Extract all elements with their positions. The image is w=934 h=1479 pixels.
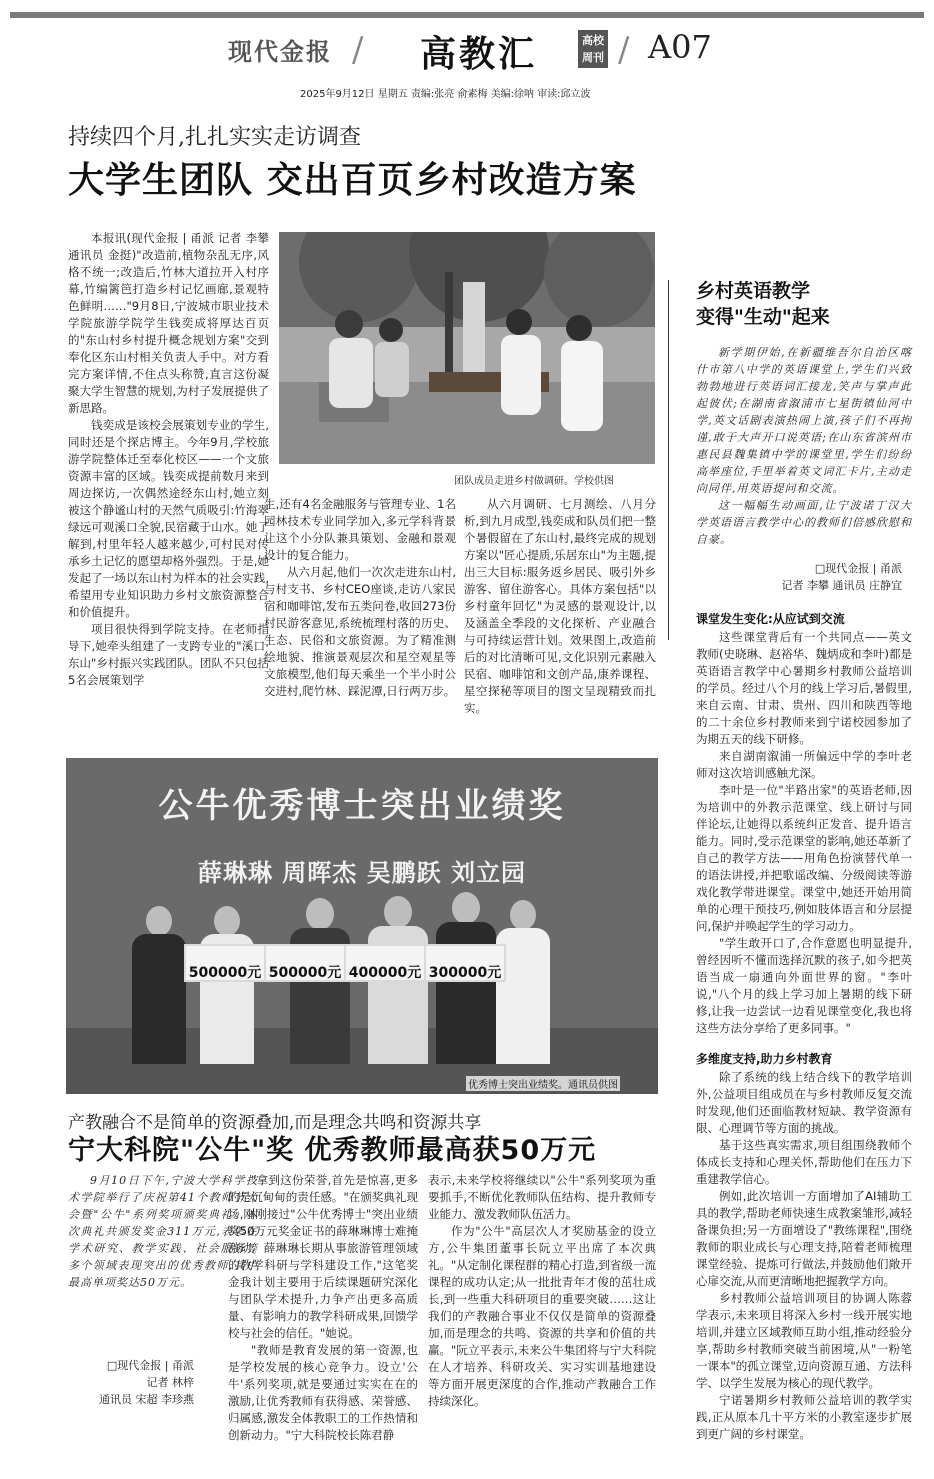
paragraph: 项目很快得到学院支持。在老师指导下,她牵头组建了一支跨专业的"溪口·东山"乡村振兴实践团队。团队不只包括5名会展策划学 <box>68 622 269 687</box>
byline-reporters: 记者 李攀 通讯员 庄静宜 <box>781 579 902 592</box>
paragraph: 宁诺暑期乡村教师公益培训的教学实践,正从原本几十平方米的小教室逐步扩展到更广阔的乡村课堂。 <box>696 1393 912 1441</box>
paragraph: 基于这些真实需求,项目组围绕教师个体成长支持和心理关怀,帮助他们在压力下重建教学信心。 <box>696 1138 912 1186</box>
article1-column-3 <box>464 496 656 717</box>
article2-column-2 <box>228 1172 418 1444</box>
paragraph: 新学期伊始,在新疆维吾尔自治区喀什市第八中学的英语课堂上,学生们兴致勃勃地进行英语词汇接龙,笑声与掌声此起彼伏;在湖南省溆浦市七星街镇仙河中学,英文话剧表演热闹上演,孩子们不再拘谨,敢于大声开口说英语;在山东省滨州市惠民县魏集镇中学的课堂里,学生们纷纷高举座位,手里举着英文词汇卡片,主动走向同伴,用英语提问和交流。 <box>696 346 912 495</box>
article1-kicker: 持续四个月,扎扎实实走访调查 <box>68 125 361 150</box>
paragraph: 这一幅幅生动画面,让宁波诺丁汉大学英语语言教学中心的教师们倍感欣慰和自豪。 <box>696 499 912 546</box>
person-head <box>214 906 240 936</box>
paragraph: 9月10日下午,宁波大学科学技术学院举行了庆祝第41个教师节大会暨"公牛"系列奖项颁奖典礼。本次典礼共颁发奖金311万元,表彰在学术研究、教学实践、社会服务等多个领域表现突出的优秀教师,其中最高单项奖达50万元。 <box>68 1174 258 1289</box>
sidebar-title <box>696 278 830 330</box>
paragraph: 表示,未来学校将继续以"公牛"系列奖项为重要抓手,不断优化教师队伍结构、提升教师专业能力、激发教师队伍活力。 <box>428 1173 656 1221</box>
paragraph: 乡村教师公益培训项目的协调人陈蓉学表示,未来项目将深入乡村一线开展实地培训,并建立区域教师互助小组,推动经验分享,帮助乡村教师突破当前困境,从"一粉笔一课本"的孤立课堂,迈向资源互通、方法科学、以学生发展为核心的现代教学。 <box>696 1291 912 1390</box>
prize-board: 300000元 <box>424 944 506 982</box>
paragraph: 这些课堂背后有一个共同点——英文教师(史晓琳、赵裕华、魏炳成和李叶)都是英语语言教学中心暑期乡村教师公益培训的学员。经过八个月的线上学习后,暑假里,来自云南、甘肃、贵州、四川和陕西等地的二十余位乡村教师来到宁诺校园参加了为期五天的线下研修。 <box>696 630 912 746</box>
award-photo <box>66 758 658 1094</box>
article2-headline: 宁大科院"公牛"奖 优秀教师最高获50万元 <box>68 1135 597 1166</box>
prize-board: 400000元 <box>344 944 426 982</box>
paragraph: 生,还有4名金融服务与管理专业、1名园林技术专业同学加入,多元学科背景让这个小分队兼具策划、金融和景观设计的复合能力。 <box>264 497 456 562</box>
paragraph: 作为"公牛"高层次人才奖励基金的设立方,公牛集团董事长阮立平出席了本次典礼。"从定制化课程群的精心打造,到省级一流课程的成功认定;从一批批青年才俊的茁壮成长,到一些重大科研项目的重要突破……这让我们的产教融合事业不仅仅是简单的资源叠加,而是理念的共鸣、资源的共享和价值的共赢。"阮立平表示,未来公牛集团将与宁大科院在人才培养、科研攻关、实习实训基地建设等方面开展更深度的合作,推动产教融合工作持续深化。 <box>428 1224 656 1408</box>
award-photo-caption: 优秀博士突出业绩奖。通讯员供图 <box>466 1076 620 1091</box>
survey-scene-illustration <box>279 232 655 464</box>
paragraph: 来自湖南溆浦一所偏远中学的李叶老师对这次培训感触尤深。 <box>696 749 912 780</box>
sidebar-subhead-1: 课堂发生变化:从应试到交流 <box>696 612 845 626</box>
article1-headline: 大学生团队 交出百页乡村改造方案 <box>68 160 637 201</box>
weekly-badge-line1: 高校 <box>582 34 604 47</box>
person-head <box>146 906 172 936</box>
weekly-badge-line2: 周刊 <box>582 51 604 64</box>
article1-photo-caption: 团队成员走进乡村做调研。学校供图 <box>454 476 614 487</box>
top-rule <box>10 12 924 18</box>
article2-byline <box>68 1357 194 1408</box>
newspaper-brand: 现代金报 <box>228 37 332 66</box>
sidebar-section-1 <box>696 629 912 1037</box>
article1-photo <box>279 232 655 464</box>
prize-board: 500000元 <box>264 944 346 982</box>
byline-correspondents: 通讯员 宋超 李珍燕 <box>99 1393 194 1406</box>
sidebar-intro <box>696 344 912 548</box>
person-head <box>510 900 536 930</box>
paragraph: 除了系统的线上结合线下的教学培训外,公益项目组成员在与乡村教师反复交流时发现,他们还面临教材短缺、教学资源有限、心理调节等方面的挑战。 <box>696 1070 912 1135</box>
paragraph: 例如,此次培训一方面增加了AI辅助工具的教学,帮助老师快速生成教案雏形,减轻备课负担;另一方面增设了"教练课程",围绕教师的职业成长与心理支持,陪着老师梳理课堂经验、提炼可行做法,并鼓励他们敞开心扉交流,从而更清晰地把握教学方向。 <box>696 1189 912 1288</box>
page-number: A07 <box>648 28 712 66</box>
paragraph: 从六月起,他们一次次走进东山村,与村支书、乡村CEO座谈,走访八家民宿和咖啡馆,发布五类问卷,收回273份村民游客意见,系统梳理村落的历史、生态、民俗和文旅资源。为了精准测绘地貌、推演景观层次和星空观星等文旅模型,他们每天乘坐一个半小时公交进村,爬竹林、踩泥潭,日行两万步。 <box>264 565 456 698</box>
award-winner-names: 薛琳琳 周晖杰 吴鹏跃 刘立园 <box>197 859 527 887</box>
prize-board: 500000元 <box>184 944 266 982</box>
sidebar-divider <box>668 280 669 640</box>
paragraph: 李叶是一位"半路出家"的英语老师,因为培训中的外教示范课堂、线上研讨与同伴论坛,让她得以系统纠正发音、提升语言能力。同时,受示范课堂的影响,她还革新了自己的教学方法——用角色扮演替代单一的语法讲授,并把歌谣改编、分级阅读等游戏化教学带进课堂。课堂中,她还开始用简单的心理干预技巧,例如肢体语言和分层提问,保护并唤起学生的学习动力。 <box>696 783 912 933</box>
byline-outlet: □现代金报 | 甬派 <box>814 562 902 575</box>
person-head <box>306 898 334 930</box>
byline-outlet: □现代金报 | 甬派 <box>106 1359 194 1372</box>
weekly-badge <box>578 30 608 68</box>
sidebar-title-line2: 变得"生动"起来 <box>696 306 830 328</box>
byline-reporter: 记者 林梓 <box>146 1376 194 1389</box>
article2-column-3 <box>428 1172 656 1410</box>
article2-kicker: 产教融合不是简单的资源叠加,而是理念共鸣和资源共享 <box>68 1113 482 1133</box>
masthead-divider: / <box>352 30 364 70</box>
paragraph: "拿到这份荣誉,首先是惊喜,更多的是沉甸甸的责任感。"在颁奖典礼现场,刚刚接过"公牛优秀博士"突出业绩奖50万元奖金证书的薛琳琳博士难掩激动。薛琳琳长期从事旅游管理领域的教学科研与学科建设工作,"这笔奖金我计划主要用于后续课题研究深化与团队学术提升,力争产出更多高质量、有影响力的教学科研成果,回馈学校与社会的信任。"她说。 <box>228 1173 418 1340</box>
section-title: 高教汇 <box>420 33 538 75</box>
sidebar-section-2 <box>696 1069 912 1443</box>
date-editor-line: 2025年9月12日 星期五 责编:张亮 俞素梅 美编:徐呐 审读:邱立波 <box>300 89 591 100</box>
sidebar-title-line1: 乡村英语教学 <box>696 280 811 302</box>
paragraph: 本报讯(现代金报 | 甬派 记者 李攀 通讯员 金挺)"改造前,植物杂乱无序,风格不统一;改造后,竹林大道拉开入村序幕,竹编篱笆打造乡村记忆画廊,景观特色鲜明……"9月8日,宁波城市职业技术学院旅游学院学生钱奕成将厚达百页的"东山村乡村提升概念规划方案"交到奉化区东山村相关负责人手中。对方看完方案详情,不住点头称赞,直言这份凝聚大学生智慧的规划,为村子发展提供了新思路。 <box>68 231 269 415</box>
paragraph: 钱奕成是该校会展策划专业的学生,同时还是个探店博主。今年9月,学校旅游学院整体迁至奉化校区——一个文旅资源丰富的区域。钱奕成提前数月来到周边探访,一次偶然途经东山村,她立刻被这个静谧山村的天然气质吸引:竹海翠绿远可观溪口全貌,民宿藏于山水。她了解到,村里年轻人越来越少,可村民对传承乡土记忆的愿望却格外强烈。于是,她发起了一场以东山村为样本的社会实践,希望用专业知识助力乡村文旅资源整合和价值提升。 <box>68 418 269 619</box>
paragraph: 从六月调研、七月测绘、八月分析,到九月成型,钱奕成和队员们把一整个暑假留在了东山村,最终完成的规划方案以"匠心提质,乐居东山"为主题,提出三大目标:服务返乡居民、吸引外乡游客、留住游客心。具体方案包括"以乡村童年回忆"为灵感的景观设计,以及涵盖全季段的文化探析、产业融合与可持续运营计划。效果图上,改造前后的对比清晰可见,文化识别元素融入民宿、咖啡馆和文创产品,康养课程、星空探秘等项目的图文呈现精致而扎实。 <box>464 497 656 715</box>
person-figure <box>132 934 186 1064</box>
article1-column-2 <box>264 496 456 700</box>
sidebar-byline <box>696 560 902 594</box>
sidebar-subhead-2: 多维度支持,助力乡村教育 <box>696 1052 833 1066</box>
masthead-divider-2: / <box>618 30 630 70</box>
award-banner-text: 公牛优秀博士突出业绩奖 <box>158 786 566 826</box>
paragraph: "教师是教育发展的第一资源,也是学校发展的核心竞争力。设立'公牛'系列奖项,就是要通过实实在在的激励,让优秀教师有获得感、荣誉感、归属感,激发全体教职工的工作热情和创新动力。"宁大科院校长陈君静 <box>228 1343 418 1442</box>
article1-column-1 <box>68 230 269 689</box>
person-head <box>384 896 412 928</box>
paragraph: "学生敢开口了,合作意愿也明显提升,曾经因听不懂而选择沉默的孩子,如今把英语当成一扇通向外面世界的窗。"李叶说,"八个月的线上学习加上暑期的线下研修,让我一边尝试一边看见课堂变化,我也将这些方法分享给了更多同事。" <box>696 936 912 1035</box>
person-head <box>452 892 480 924</box>
